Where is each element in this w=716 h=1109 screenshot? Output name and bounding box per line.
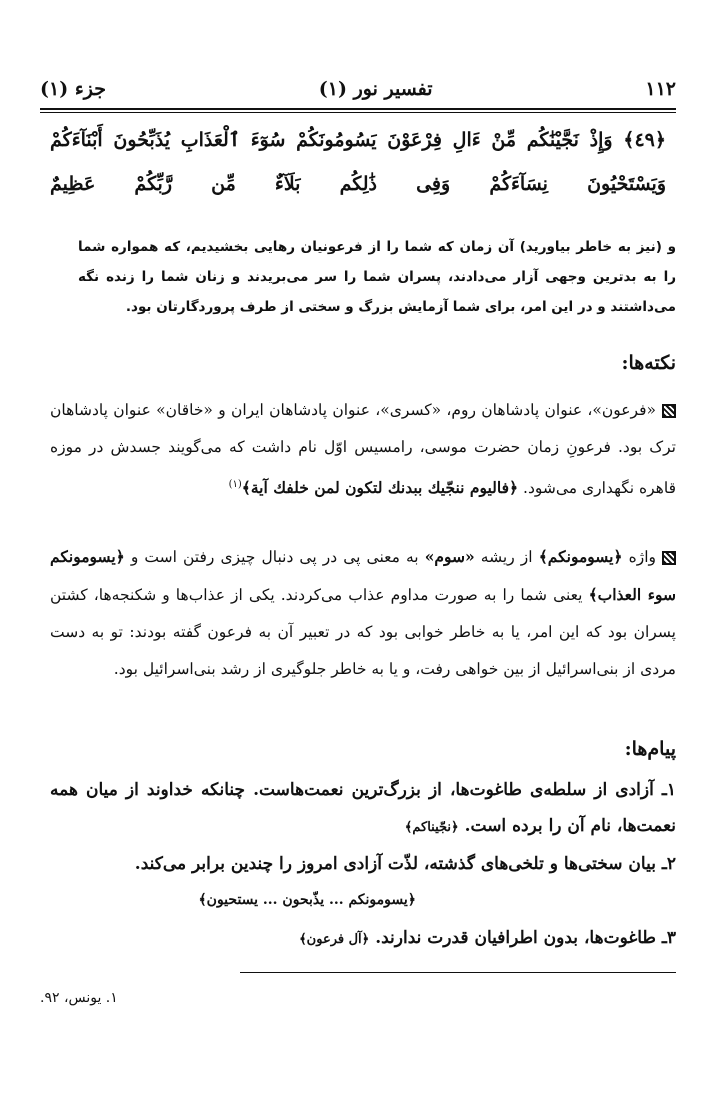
note-2-root: «سوم» — [424, 547, 475, 566]
juz-label: جزء (١) — [40, 78, 107, 100]
square-bullet-icon — [662, 404, 676, 418]
footnote-rule — [240, 972, 676, 973]
note-2-phrase: ﴿یسومونکم سوء العذاب﴾ — [50, 547, 677, 604]
message-3 — [50, 920, 676, 958]
note-2-rest: یعنی شما را به صورت مداوم عذاب می‌کردند. یکی از عذاب‌ها و شکنجه‌ها، کشتن پسران بود که این امر، یا به خاطر خوابی بود که در تعبیر آن به فرعون گفته بودند: تو به دست مردی از بنی‌اسرائیل از بین خواهی رفت، و یا به خاطر جلوگیری از رشد بنی‌اسرائیل بود. — [50, 586, 676, 678]
quran-verse: ﴿٤٩﴾ وَإِذْ نَجَّيْنَٰكُم مِّنْ ءَالِ فِرْعَوْنَ يَسُومُونَكُمْ سُوٓءَ ٱلْعَذَابِ يُذَبِّحُونَ أَبْنَآءَكُمْ وَيَسْتَحْيُونَ نِسَآءَكُمْ وَفِى ذَٰلِكُم بَلَآءٌ مِّن رَّبِّكُمْ عَظِيمٌ — [50, 129, 666, 195]
footnote: ١. یونس، ٩٢. — [40, 990, 118, 1006]
message-2-ref: ﴿یسومونکم ... یذّبحون ... یستحیون﴾ — [198, 892, 416, 908]
note-1-text: «فرعون»، عنوان پادشاهان روم، «کسری»، عنوان پادشاهان ایران و «خاقان» عنوان پادشاهان ترک بود. فرعونِ زمان حضرت موسی، رامسیس اوّل نام داشت که می‌گویند جسدش در موزه قاهره نگهداری می‌شود. — [50, 401, 676, 498]
page-header — [40, 72, 676, 106]
messages-heading: پیام‌ها: — [624, 738, 676, 760]
page-number: ١١٢ — [645, 78, 676, 100]
note-2-word: ﴿یسومونکم﴾ — [538, 547, 623, 566]
message-2 — [50, 846, 676, 882]
book-title: تفسیر نور (١) — [318, 78, 433, 100]
message-3-text: ٣ـ طاغوت‌ها، بدون اطرافیان قدرت ندارند. — [375, 928, 676, 948]
footnote-mark: (١) — [228, 479, 242, 490]
verse-translation: و (نیز به خاطر بیاورید) آن زمان که شما را از فرعونیان رهایی بخشیدیم، که همواره شما را به بدترین وجهی آزار می‌دادند، پسران شما را سر می‌بریدند و زنان شما را زنده نگه می‌داشتند و در این امر، برای شما آزمایش بزرگ و سختی از طرف پروردگارتان بود. — [78, 239, 676, 315]
notes-heading: نکته‌ها: — [621, 352, 676, 374]
square-bullet-icon — [662, 551, 676, 565]
header-rule — [40, 108, 676, 110]
message-1 — [50, 772, 676, 846]
note-2-mid: از ریشه — [480, 548, 533, 566]
note-2-mid2: به معنی پی در پی دنبال چیزی رفتن است و — [130, 548, 419, 566]
message-3-ref: ﴿آل فرعون﴾ — [299, 932, 370, 947]
message-1-ref: ﴿نجّیناکم﴾ — [404, 820, 459, 835]
header-rule-thin — [40, 112, 676, 113]
message-2-text: ٢ـ بیان سختی‌ها و تلخی‌های گذشته، لذّت آزادی امروز را چندین برابر می‌کند. — [134, 854, 676, 874]
message-1-text: ١ـ آزادی از سلطه‌ی طاغوت‌ها، از بزرگ‌ترین نعمت‌هاست. چنانکه خداوند از میان همه نعمت‌ها، نام آن را برده است. — [50, 780, 676, 836]
note-paragraph-1 — [50, 392, 676, 507]
note-paragraph-2 — [50, 538, 676, 688]
note-1-quote: ﴿فالیوم ننجّیك ببدنك لتکون لمن خلفك آیة﴾ — [241, 478, 519, 498]
note-2-pre: واژه — [628, 548, 656, 566]
